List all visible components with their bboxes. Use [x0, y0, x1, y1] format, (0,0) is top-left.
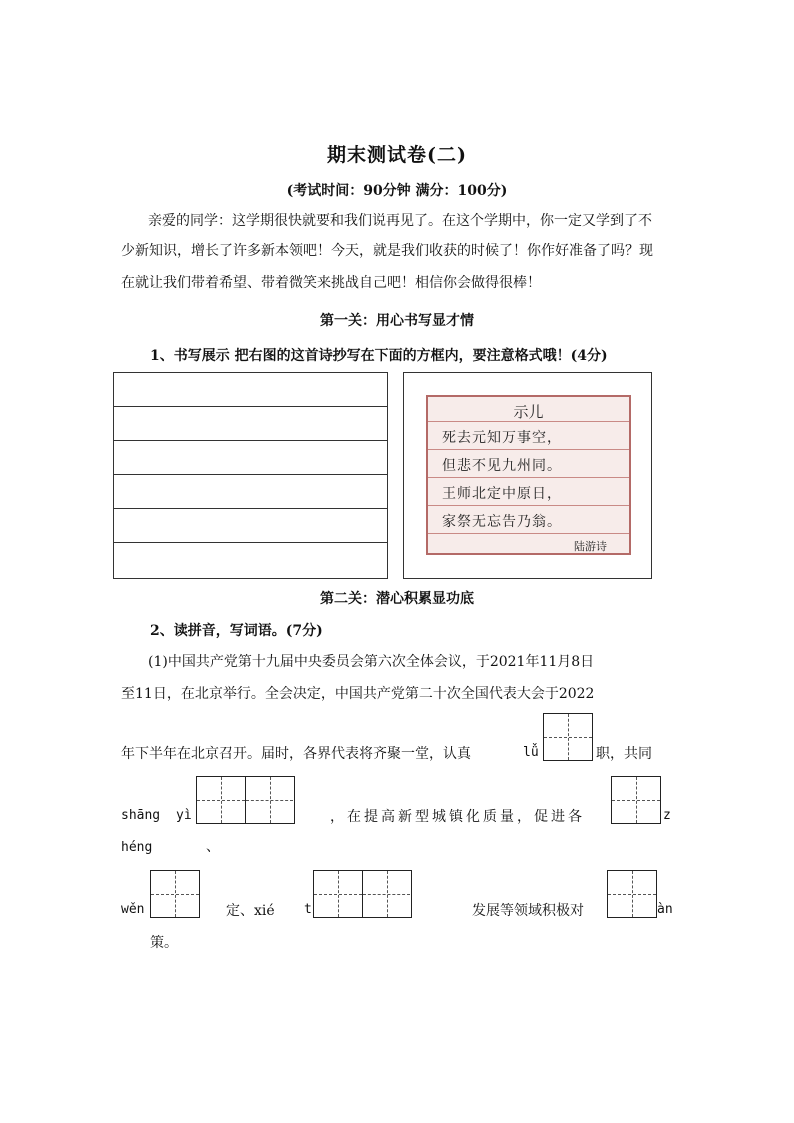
poem-rule: [428, 449, 629, 450]
poem-rule: [428, 477, 629, 478]
answer-grid-xietiao[interactable]: [313, 870, 412, 918]
writing-line: [114, 474, 387, 475]
poem-rule: [428, 533, 629, 534]
pinyin-heng: héng: [121, 840, 153, 855]
question-1: 1、书写展示 把右图的这首诗抄写在下面的方框内，要注意格式哦！(4分): [150, 348, 608, 364]
pinyin-tail-z: z: [663, 808, 671, 823]
writing-lines-box[interactable]: [113, 372, 388, 579]
passage-line-4: ，在提高新型城镇化质量，促进各: [330, 809, 585, 825]
pinyin-lv: lǚ: [523, 745, 539, 760]
answer-grid-duian[interactable]: [607, 870, 657, 918]
writing-line: [114, 440, 387, 441]
pinyin-wen: wěn: [121, 902, 145, 917]
poem-image: [403, 372, 652, 579]
section-2-title: 第二关：潜心积累显功底: [320, 591, 474, 607]
pinyin-shang: shāng: [121, 808, 161, 823]
poem-title: 示儿: [513, 403, 544, 421]
passage-line-1: (1)中国共产党第十九届中央委员会第六次全体会议，于2021年11月8日: [148, 654, 595, 670]
pinyin-yi: yì: [176, 808, 192, 823]
intro-line-1: 亲爱的同学：这学期很快就要和我们说再见了。在这个学期中，你一定又学到了不: [148, 213, 652, 229]
question-2: 2、读拼音，写词语。(7分): [150, 623, 323, 639]
intro-line-3: 在就让我们带着希望、带着微笑来挑战自己吧！相信你会做得很棒！: [121, 275, 541, 291]
page-title: 期末测试卷(二): [327, 144, 467, 166]
passage-line-7: 策。: [150, 935, 178, 951]
poem-author: 陆游诗: [574, 540, 607, 553]
poem-line: 王师北定中原日，: [442, 486, 562, 502]
intro-line-2: 少新知识，增长了许多新本领吧！今天，就是我们收获的时候了！你作好准备了吗？现: [121, 243, 653, 259]
poem-line: 家祭无忘告乃翁。: [442, 514, 562, 530]
writing-line: [114, 542, 387, 543]
writing-line: [114, 406, 387, 407]
poem-line: 但悲不见九州同。: [442, 458, 562, 474]
poem-paper: [426, 395, 631, 555]
section-1-title: 第一关：用心书写显才情: [320, 313, 474, 329]
answer-grid-lvzhi[interactable]: [543, 713, 593, 761]
passage-line-3-end: 职，共同: [596, 746, 652, 762]
passage-line-3: 年下半年在北京召开。届时，各界代表将齐聚一堂，认真: [121, 746, 471, 762]
poem-rule: [428, 505, 629, 506]
exam-info: (考试时间：90分钟 满分：100分): [286, 183, 508, 199]
answer-grid-zheng[interactable]: [611, 776, 661, 824]
answer-grid-shangyi[interactable]: [196, 776, 295, 824]
passage-line-6-a: 定、xié: [226, 903, 275, 919]
passage-line-2: 至11日，在北京举行。全会决定，中国共产党第二十次全国代表大会于2022: [121, 686, 595, 702]
writing-line: [114, 508, 387, 509]
pinyin-tail-an: àn: [657, 902, 673, 917]
passage-line-6-b: 发展等领域积极对: [472, 903, 584, 919]
enumeration-mark: 、: [206, 839, 220, 855]
answer-grid-wending[interactable]: [150, 870, 200, 918]
pinyin-t: t: [304, 902, 312, 917]
poem-line: 死去元知万事空，: [442, 430, 562, 446]
